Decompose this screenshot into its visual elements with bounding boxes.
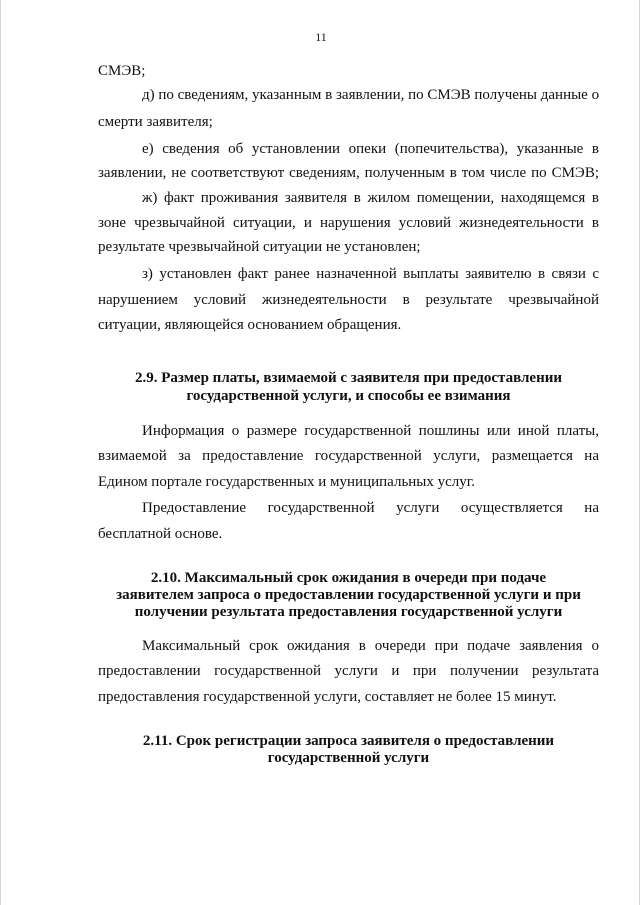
paragraph-line: смерти заявителя;: [98, 114, 213, 130]
paragraph-line: з) установлен факт ранее назначенной выплаты заявителю в связи с: [142, 266, 599, 282]
paragraph-line: СМЭВ;: [98, 63, 146, 79]
paragraph-line: Максимальный срок ожидания в очереди при подаче заявления о: [142, 638, 599, 654]
paragraph-line: ситуации, являющейся основанием обращения.: [98, 317, 402, 333]
paragraph-line: нарушением условий жизнедеятельности в результате чрезвычайной: [98, 292, 599, 308]
section-heading: государственной услуги: [267, 750, 430, 766]
paragraph-line: зоне чрезвычайной ситуации, и нарушения условий жизнедеятельности в: [98, 215, 599, 231]
section-heading: заявителем запроса о предоставлении государственной услуги и при: [116, 587, 581, 603]
paragraph-line: е) сведения об установлении опеки (попечительства), указанные в: [142, 141, 599, 157]
paragraph-line: Предоставление государственной услуги осуществляется на: [142, 500, 599, 516]
section-heading: 2.10. Максимальный срок ожидания в очереди при подаче: [150, 570, 547, 586]
section-heading: 2.9. Размер платы, взимаемой с заявителя при предоставлении: [134, 370, 563, 386]
paragraph-line: предоставлении государственной услуги и при получении результата: [98, 663, 599, 679]
section-heading: государственной услуги, и способы ее взимания: [186, 388, 511, 404]
section-heading: получении результата предоставления государственной услуги: [134, 604, 563, 620]
paragraph-line: ж) факт проживания заявителя в жилом помещении, находящемся в: [142, 190, 599, 206]
paragraph-line: заявлении, не соответствуют сведениям, полученным в том числе по СМЭВ;: [98, 165, 599, 181]
paragraph-line: предоставления государственной услуги, составляет не более 15 минут.: [98, 689, 557, 705]
section-heading: 2.11. Срок регистрации запроса заявителя о предоставлении: [142, 733, 555, 749]
paragraph-line: взимаемой за предоставление государственной услуги, размещается на: [98, 448, 599, 464]
paragraph-line: бесплатной основе.: [98, 526, 223, 542]
paragraph-line: д) по сведениям, указанным в заявлении, по СМЭВ получены данные о: [142, 87, 600, 103]
paragraph-line: Едином портале государственных и муниципальных услуг.: [98, 474, 475, 490]
paragraph-line: Информация о размере государственной пошлины или иной платы,: [142, 423, 599, 439]
page-number: 11: [315, 30, 327, 44]
paragraph-line: результате чрезвычайной ситуации не установлен;: [98, 239, 421, 255]
